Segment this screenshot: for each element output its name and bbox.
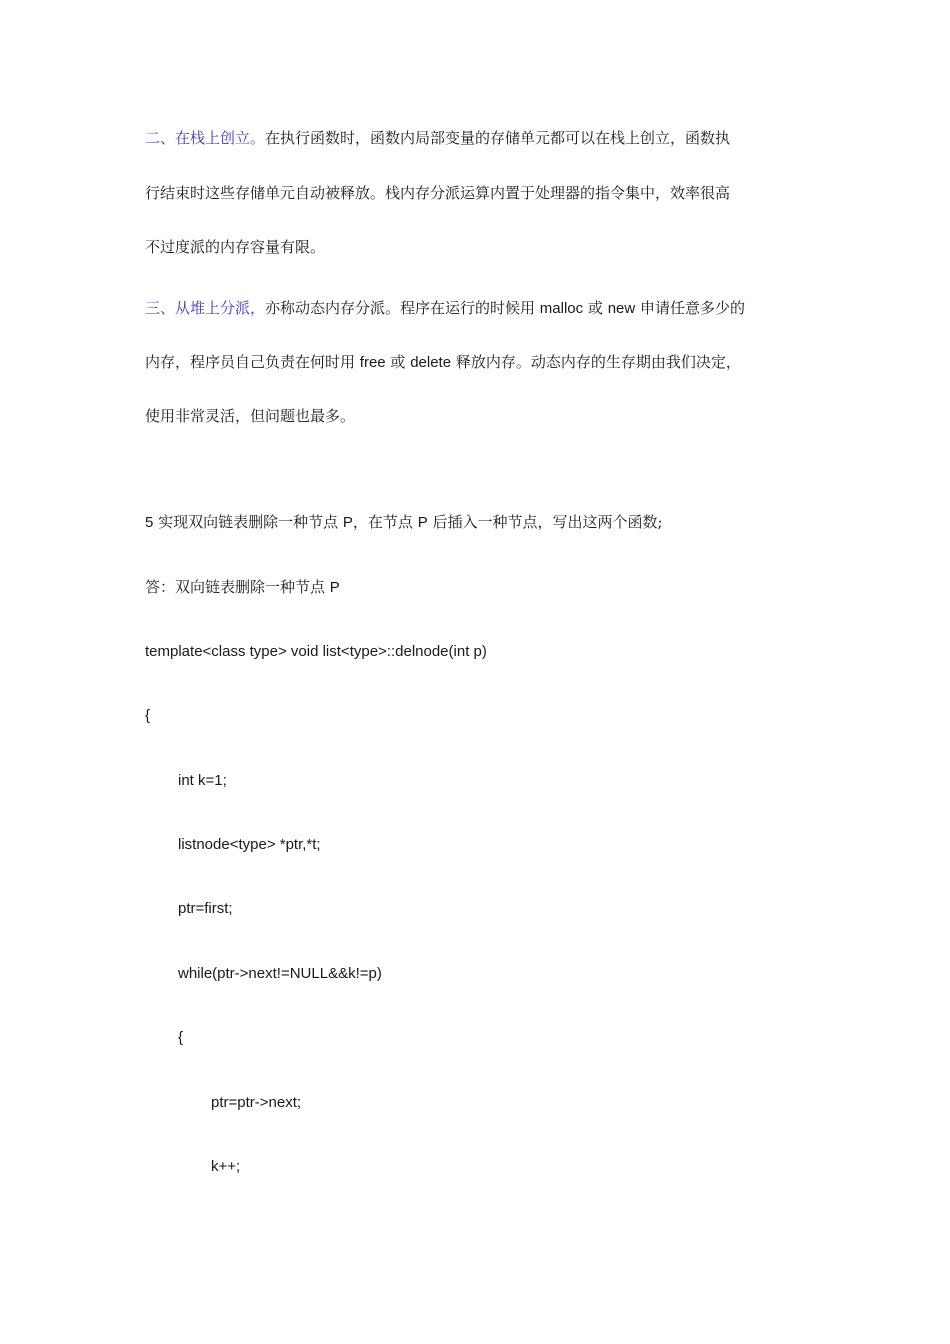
section2-line1-text: 在执行函数时，函数内局部变量的存储单元都可以在栈上创立，函数执: [265, 129, 731, 147]
code-line-5: ptr=first;: [178, 900, 233, 917]
question-text-b: ，在节点: [352, 513, 418, 531]
question-text-c: 后插入一种节点，写出这两个函数;: [427, 513, 663, 531]
section3-line3: 使用非常灵活，但问题也最多。: [145, 407, 356, 425]
code-line-1: template<class type> void list<type>::delnode(int p): [145, 643, 487, 660]
section3-line2: [145, 352, 741, 373]
code-line-9: k++;: [211, 1158, 241, 1175]
section3-line2-c: 释放内存。动态内存的生存期由我们决定，: [451, 353, 741, 371]
section3-line2-a: 内存，程序员自己负责在何时用: [145, 353, 360, 371]
answer-label: [145, 577, 340, 598]
question-number: 5: [145, 514, 154, 531]
code-line-6: while(ptr->next!=NULL&&k!=p): [178, 965, 382, 982]
delete-keyword: delete: [410, 354, 452, 371]
code-line-4: listnode<type> *ptr,*t;: [178, 836, 321, 853]
question-p1: P: [342, 514, 353, 531]
code-line-2: {: [145, 707, 151, 724]
question-p2: P: [417, 514, 428, 531]
section3-heading: 三、从堆上分派，: [145, 299, 266, 317]
new-keyword: new: [607, 300, 636, 317]
section3-line2-b: 或: [385, 353, 411, 371]
question5: [145, 512, 663, 533]
malloc-keyword: malloc: [539, 300, 584, 317]
code-line-7: {: [178, 1029, 184, 1046]
section2-line3: 不过度派的内存容量有限。: [145, 238, 326, 256]
question-text-a: 实现双向链表删除一种节点: [153, 513, 343, 531]
section3-line1-c: 申请任意多少的: [635, 299, 746, 317]
section3-line1: [145, 298, 745, 319]
section3-line1-b: 或: [583, 299, 608, 317]
free-keyword: free: [359, 354, 386, 371]
section3-line1-a: 亦称动态内存分派。程序在运行的时候用: [265, 299, 540, 317]
answer-text: 答：双向链表删除一种节点: [145, 578, 330, 596]
section2-heading: 二、在栈上创立。: [145, 129, 266, 147]
code-line-3: int k=1;: [178, 772, 227, 789]
section2-line2: 行结束时这些存储单元自动被释放。栈内存分派运算内置于处理器的指令集中，效率很高: [145, 184, 731, 202]
section2-line1: [145, 128, 730, 148]
answer-p: P: [329, 579, 340, 596]
code-line-8: ptr=ptr->next;: [211, 1094, 302, 1111]
